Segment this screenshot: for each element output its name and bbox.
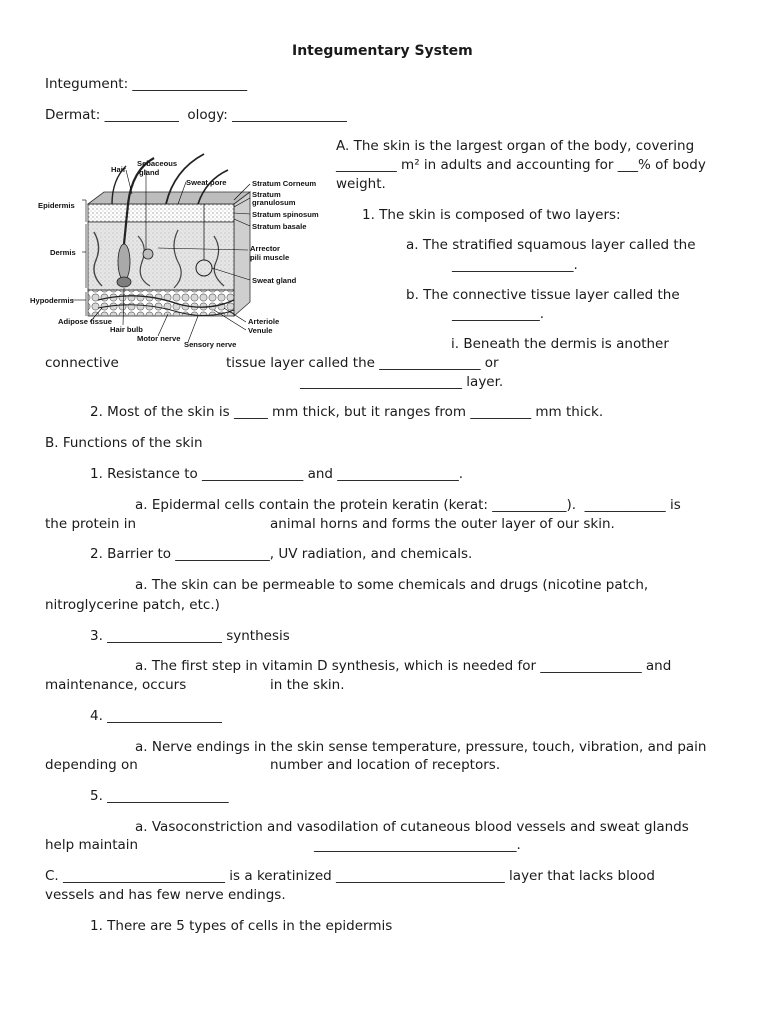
dermat-line: Dermat: ___________ ology: _________________ — [45, 107, 347, 123]
label-sweat-pore: Sweat pore — [186, 178, 227, 187]
section-b5a-line-2a: help maintain — [45, 837, 139, 853]
section-b1-line: 1. Resistance to _______________ and __________________. — [90, 466, 464, 482]
section-b-heading: B. Functions of the skin — [45, 435, 203, 451]
section-b1a-line-2b: animal horns and forms the outer layer of our skin. — [270, 516, 615, 532]
label-hair-bulb: Hair bulb — [110, 325, 143, 334]
section-c-line-2: vessels and has few nerve endings. — [45, 887, 286, 903]
label-epidermis: Epidermis — [38, 201, 75, 210]
section-b5a-line-1: a. Vasoconstriction and vasodilation of cutaneous blood vessels and sweat glands — [135, 819, 689, 835]
section-b5-line: 5. __________________ — [90, 788, 229, 804]
label-hair: Hair — [111, 165, 126, 174]
section-a-line-1: A. The skin is the largest organ of the body, covering — [336, 138, 695, 154]
label-sweat-gland: Sweat gland — [252, 276, 297, 285]
section-a1bi-line-2a: connective — [45, 355, 119, 371]
label-adipose-tissue: Adipose tissue — [58, 317, 113, 326]
section-b1a-line-1: a. Epidermal cells contain the protein keratin (kerat: ___________). ____________ is — [135, 497, 681, 513]
label-dermis: Dermis — [50, 248, 76, 257]
section-a1-line: 1. The skin is composed of two layers: — [362, 207, 621, 223]
page-title: Integumentary System — [292, 43, 473, 59]
section-b4a-line-2b: number and location of receptors. — [270, 757, 501, 773]
label-sebaceous: Sebaceous — [137, 159, 178, 168]
section-a-line-2: _________ m² in adults and accounting for ___% of body — [336, 157, 706, 173]
label-sensory-nerve: Sensory nerve — [184, 340, 237, 349]
label-arteriole: Arteriole — [248, 317, 280, 326]
section-b2-line: 2. Barrier to ______________, UV radiation, and chemicals. — [90, 546, 473, 562]
label-gland: gland — [139, 168, 160, 177]
section-b4a-line-2a: depending on — [45, 757, 138, 773]
section-a-line-3: weight. — [336, 176, 386, 192]
section-b4a-line-1: a. Nerve endings in the skin sense temperature, pressure, touch, vibration, and pain — [135, 739, 707, 755]
label-motor-nerve: Motor nerve — [137, 334, 181, 343]
section-a1b-line-1: b. The connective tissue layer called the — [406, 287, 680, 303]
section-b3-line: 3. _________________ synthesis — [90, 628, 290, 644]
section-b1a-line-2a: the protein in — [45, 516, 137, 532]
section-c-line-1: C. ________________________ is a keratinized _________________________ layer that lacks blood — [45, 868, 655, 884]
section-c1-line: 1. There are 5 types of cells in the epidermis — [90, 918, 393, 934]
label-stratum: Stratum — [252, 190, 281, 199]
label-stratum-basale: Stratum basale — [252, 222, 307, 231]
section-a1bi-line-3: ________________________ layer. — [300, 374, 504, 390]
label-venule: Venule — [248, 326, 273, 335]
section-b3a-line-1: a. The first step in vitamin D synthesis, which is needed for _______________ and — [135, 658, 672, 674]
label-stratum-spinosum: Stratum spinosum — [252, 210, 319, 219]
section-a1bi-line-2b: tissue layer called the _______________ or — [226, 355, 499, 371]
section-a1a-line-2: __________________. — [452, 257, 578, 273]
section-a1b-line-2: _____________. — [452, 306, 545, 322]
label-pili-muscle: pili muscle — [250, 253, 290, 262]
label-granulosum: granulosum — [252, 198, 296, 207]
label-hypodermis: Hypodermis — [30, 296, 74, 305]
section-b3a-line-2b: in the skin. — [270, 677, 345, 693]
section-b2a-line-2: nitroglycerine patch, etc.) — [45, 597, 220, 613]
integument-line: Integument: _________________ — [45, 76, 248, 92]
label-stratum-corneum: Stratum Corneum — [252, 179, 317, 188]
section-b3a-line-2a: maintenance, occurs — [45, 677, 187, 693]
label-arrector: Arrector — [250, 244, 280, 253]
section-b5a-line-2b: ______________________________. — [314, 837, 521, 853]
section-a2-line: 2. Most of the skin is _____ mm thick, but it ranges from _________ mm thick. — [90, 404, 604, 420]
section-b4-line: 4. _________________ — [90, 708, 222, 724]
section-b2a-line-1: a. The skin can be permeable to some chemicals and drugs (nicotine patch, — [135, 577, 649, 593]
section-a1bi-line-1: i. Beneath the dermis is another — [451, 336, 669, 352]
section-a1a-line-1: a. The stratified squamous layer called the — [406, 237, 696, 253]
skin-diagram — [28, 140, 334, 352]
